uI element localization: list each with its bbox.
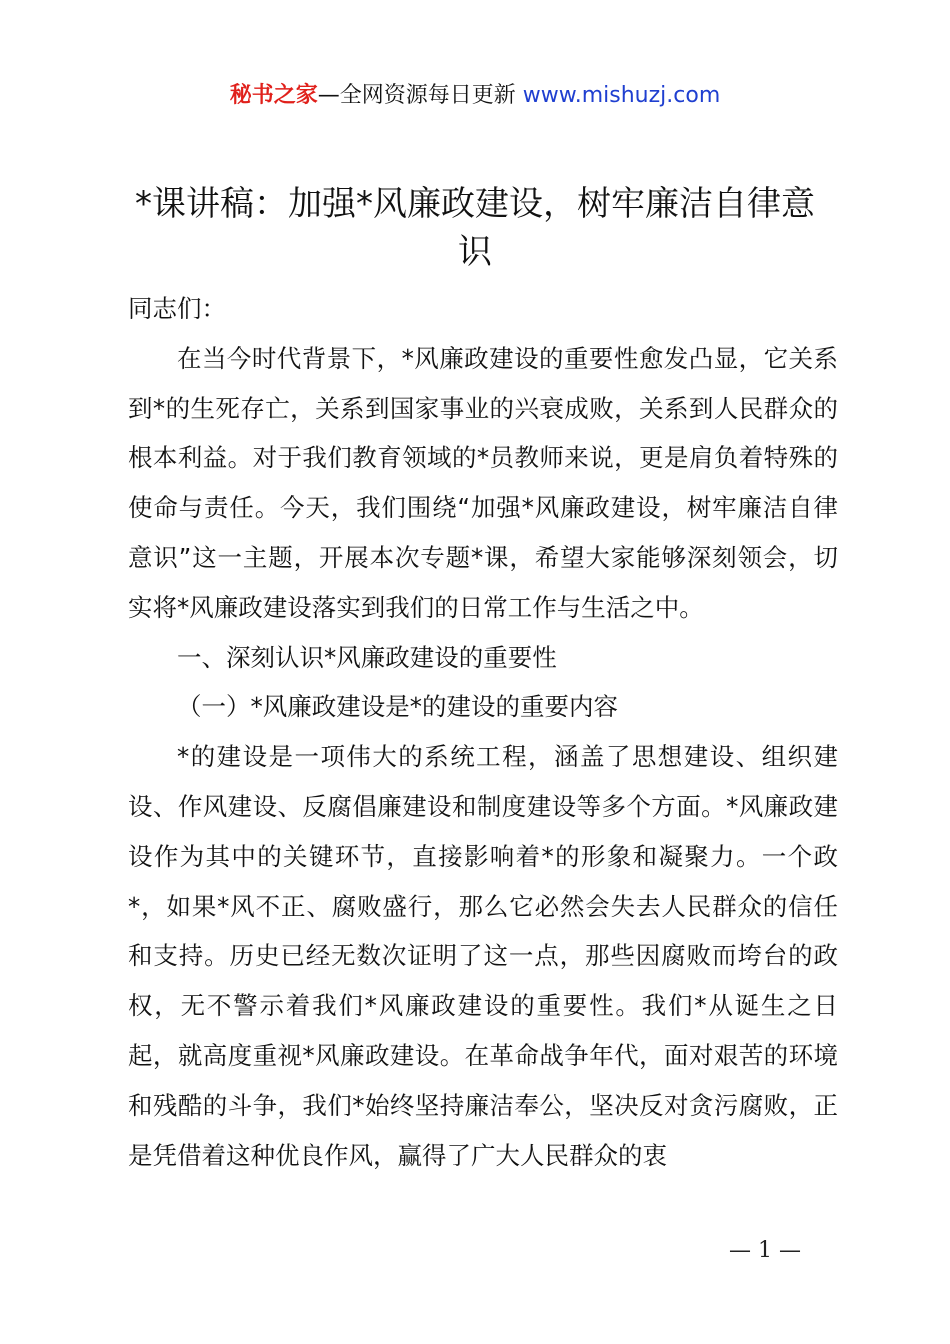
body-paragraph: *的建设是一项伟大的系统工程，涵盖了思想建设、组织建设、作风建设、反腐倡廉建设和制度建设等多个方面。*风廉政建设作为其中的关键环节，直接影响着*的形象和凝聚力。一个政*，如果*风不正、腐败盛行，那么它必然会失去人民群众的信任和支持。历史已经无数次证明了这一点，那些因腐败而垮台的政权，无不警示着我们*风廉政建设的重要性。我们*从诞生之日起，就高度重视*风廉政建设。在革命战争年代，面对艰苦的环境和残酷的斗争，我们*始终坚持廉洁奉公，坚决反对贪污腐败，正是凭借着这种优良作风，赢得了广大人民群众的衷 — [128, 742, 838, 1170]
subsection-heading: （一）*风廉政建设是*的建设的重要内容 — [177, 692, 618, 722]
banner-tagline: —全网资源每日更新 — [317, 83, 516, 108]
page-number: — 1 — — [729, 1238, 801, 1263]
document-title: *课讲稿：加强*风廉政建设，树牢廉洁自律意识 — [135, 184, 815, 272]
document-body — [128, 284, 838, 1180]
section-heading: 一、深刻认识*风廉政建设的重要性 — [177, 642, 557, 672]
salutation: 同志们： — [128, 294, 226, 323]
intro-paragraph: 在当今时代背景下，*风廉政建设的重要性愈发凸显，它关系到*的生死存亡，关系到国家事业的兴衰成败，关系到人民群众的根本利益。对于我们教育领域的*员教师来说，更是肩负着特殊的使命与责任。今天，我们围绕“加强*风廉政建设，树牢廉洁自律意识”这一主题，开展本次专题*课，希望大家能够深刻领会，切实将*风廉政建设落实到我们的日常工作与生活之中。 — [128, 343, 838, 622]
banner-url-link[interactable]: www.mishuzj.com — [522, 83, 721, 108]
site-banner — [0, 80, 950, 112]
banner-brand: 秘书之家 — [229, 83, 318, 108]
